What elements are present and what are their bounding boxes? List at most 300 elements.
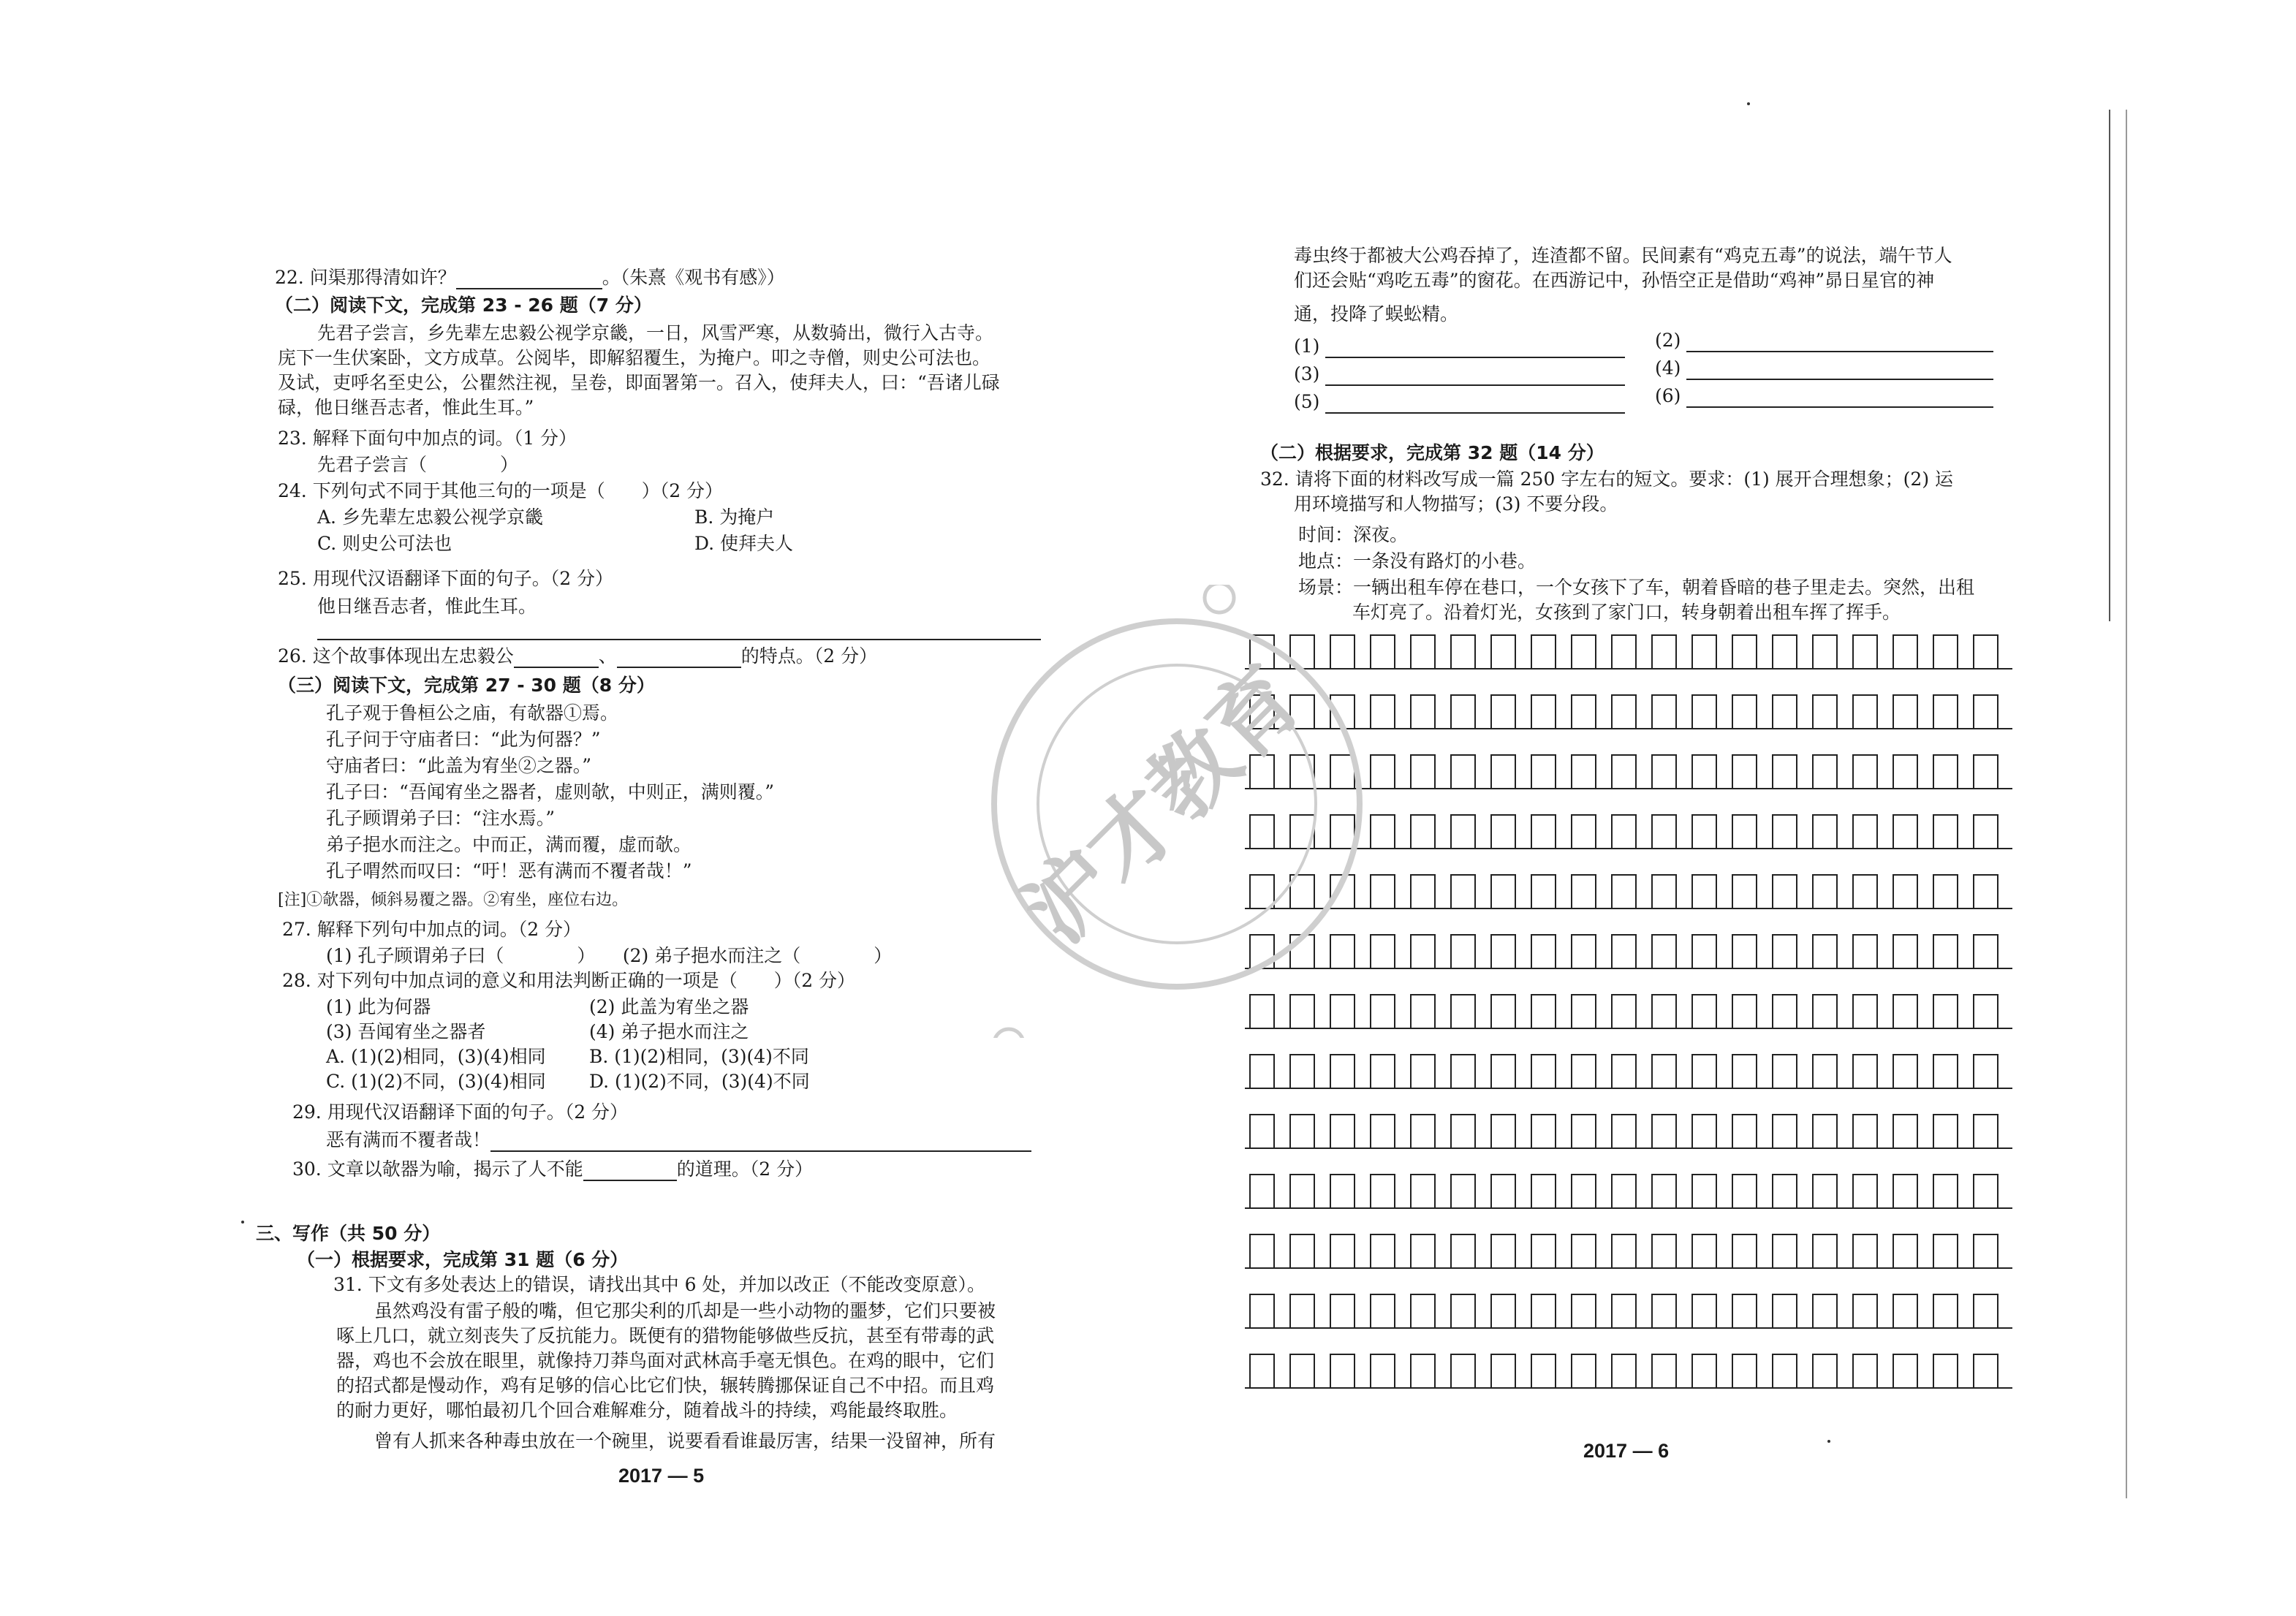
answer-2: (2) xyxy=(1655,329,1993,352)
grid-cell[interactable] xyxy=(1812,634,1838,669)
grid-cell[interactable] xyxy=(1893,1054,1918,1089)
grid-cell[interactable] xyxy=(1289,1114,1315,1149)
question-27-items: (1) 孔子顾谓弟子曰（ ） (2) 弟子挹水而注之（ ） xyxy=(326,945,893,966)
grid-cell[interactable] xyxy=(1370,1354,1395,1389)
grid-cell[interactable] xyxy=(1571,754,1596,789)
grid-cell[interactable] xyxy=(1812,694,1838,729)
grid-cell[interactable] xyxy=(1410,694,1436,729)
question-31: 31. 下文有多处表达上的错误，请找出其中 6 处，并加以改正（不能改变原意）。 xyxy=(333,1274,986,1295)
grid-cell[interactable] xyxy=(1490,1234,1516,1269)
grid-cell[interactable] xyxy=(1370,1294,1395,1329)
grid-cell[interactable] xyxy=(1772,1354,1797,1389)
grid-cell[interactable] xyxy=(1893,1234,1918,1269)
grid-cell[interactable] xyxy=(1772,1294,1797,1329)
grid-cell[interactable] xyxy=(1651,1354,1677,1389)
grid-cell[interactable] xyxy=(1893,934,1918,969)
grid-cell[interactable] xyxy=(1611,1114,1637,1149)
grid-row xyxy=(1245,1174,2012,1209)
grid-cell[interactable] xyxy=(1933,934,1958,969)
item-1: (1) 此为何器 xyxy=(326,996,431,1017)
question-32-cont: 用环境描写和人物描写；(3) 不要分段。 xyxy=(1294,493,1618,515)
grid-cell[interactable] xyxy=(1651,934,1677,969)
answer-line[interactable] xyxy=(1325,339,1625,358)
grid-cell[interactable] xyxy=(1691,1294,1717,1329)
grid-cell[interactable] xyxy=(1571,1294,1596,1329)
option-d: D. (1)(2)不同，(3)(4)不同 xyxy=(589,1071,810,1092)
option-d: D. 使拜夫人 xyxy=(694,533,794,554)
passage-line: 器，鸡也不会放在眼里，就像持刀莽鸟面对武林高手毫无惧色。在鸡的眼中，它们 xyxy=(336,1350,995,1371)
grid-cell[interactable] xyxy=(1973,1174,1998,1209)
grid-cell[interactable] xyxy=(1531,1354,1556,1389)
grid-cell[interactable] xyxy=(1772,694,1797,729)
grid-cell[interactable] xyxy=(1933,814,1958,849)
grid-cell[interactable] xyxy=(1933,1114,1958,1149)
grid-cell[interactable] xyxy=(1410,994,1436,1029)
grid-cell[interactable] xyxy=(1691,1354,1717,1389)
grid-cell[interactable] xyxy=(1410,814,1436,849)
grid-cell[interactable] xyxy=(1933,1354,1958,1389)
grid-cell[interactable] xyxy=(1571,994,1596,1029)
grid-cell[interactable] xyxy=(1531,994,1556,1029)
question-25-item: 他日继吾志者，惟此生耳。 xyxy=(317,596,537,617)
grid-cell[interactable] xyxy=(1571,1114,1596,1149)
passage-line: 孔子观于鲁桓公之庙，有欹器①焉。 xyxy=(326,702,619,724)
grid-cell[interactable] xyxy=(1973,1234,1998,1269)
grid-cell[interactable] xyxy=(1852,874,1878,909)
grid-cell[interactable] xyxy=(1732,634,1757,669)
grid-cell[interactable] xyxy=(1893,814,1918,849)
grid-cell[interactable] xyxy=(1249,1294,1275,1329)
grid-cell[interactable] xyxy=(1490,934,1516,969)
grid-cell[interactable] xyxy=(1933,1054,1958,1089)
grid-cell[interactable] xyxy=(1772,814,1797,849)
watermark-stamp xyxy=(943,585,1396,1038)
grid-cell[interactable] xyxy=(1772,994,1797,1029)
passage-line: 孔子曰：“吾闻宥坐之器者，虚则欹，中则正，满则覆。” xyxy=(326,781,775,803)
grid-cell[interactable] xyxy=(1933,1294,1958,1329)
grid-cell[interactable] xyxy=(1691,814,1717,849)
grid-cell[interactable] xyxy=(1973,694,1998,729)
grid-row xyxy=(1245,1114,2012,1149)
grid-cell[interactable] xyxy=(1490,634,1516,669)
grid-cell[interactable] xyxy=(1330,1294,1355,1329)
grid-cell[interactable] xyxy=(1973,634,1998,669)
question-22: 22. 问渠那得清如许？ 。（朱熹《观书有感》） xyxy=(275,267,785,288)
grid-cell[interactable] xyxy=(1249,1114,1275,1149)
grid-cell[interactable] xyxy=(1691,634,1717,669)
grid-cell[interactable] xyxy=(1812,994,1838,1029)
grid-cell[interactable] xyxy=(1933,694,1958,729)
grid-cell[interactable] xyxy=(1852,1294,1878,1329)
grid-cell[interactable] xyxy=(1531,1114,1556,1149)
option-a: A. 乡先辈左忠毅公视学京畿 xyxy=(317,507,543,528)
grid-cell[interactable] xyxy=(1812,1174,1838,1209)
grid-cell[interactable] xyxy=(1450,1054,1476,1089)
grid-cell[interactable] xyxy=(1732,1174,1757,1209)
grid-cell[interactable] xyxy=(1531,874,1556,909)
grid-cell[interactable] xyxy=(1691,694,1717,729)
grid-cell[interactable] xyxy=(1571,814,1596,849)
answer-line[interactable] xyxy=(1325,367,1625,386)
grid-cell[interactable] xyxy=(1571,1234,1596,1269)
grid-cell[interactable] xyxy=(1893,994,1918,1029)
answer-line[interactable] xyxy=(490,1133,1031,1152)
grid-cell[interactable] xyxy=(1732,994,1757,1029)
grid-cell[interactable] xyxy=(1289,1294,1315,1329)
grid-cell[interactable] xyxy=(1330,1174,1355,1209)
grid-cell[interactable] xyxy=(1691,1174,1717,1209)
grid-cell[interactable] xyxy=(1611,1294,1637,1329)
grid-cell[interactable] xyxy=(1611,1174,1637,1209)
grid-cell[interactable] xyxy=(1490,754,1516,789)
grid-row xyxy=(1245,1234,2012,1269)
grid-cell[interactable] xyxy=(1249,1234,1275,1269)
grid-cell[interactable] xyxy=(1852,694,1878,729)
grid-cell[interactable] xyxy=(1691,934,1717,969)
grid-cell[interactable] xyxy=(1812,934,1838,969)
grid-cell[interactable] xyxy=(1893,1294,1918,1329)
answer-5: (5) xyxy=(1294,390,1625,414)
material-scene: 场景：一辆出租车停在巷口，一个女孩下了车，朝着昏暗的巷子里走去。突然，出租 xyxy=(1298,577,1975,598)
grid-cell[interactable] xyxy=(1330,1054,1355,1089)
grid-cell[interactable] xyxy=(1933,994,1958,1029)
grid-cell[interactable] xyxy=(1772,1114,1797,1149)
grid-cell[interactable] xyxy=(1852,1174,1878,1209)
grid-cell[interactable] xyxy=(1611,874,1637,909)
grid-cell[interactable] xyxy=(1691,994,1717,1029)
grid-cell[interactable] xyxy=(1490,1174,1516,1209)
grid-cell[interactable] xyxy=(1370,1234,1395,1269)
answer-1: (1) xyxy=(1294,335,1625,358)
answer-blank[interactable] xyxy=(617,649,741,668)
grid-cell[interactable] xyxy=(1772,1054,1797,1089)
grid-cell[interactable] xyxy=(1852,634,1878,669)
grid-cell[interactable] xyxy=(1410,1294,1436,1329)
grid-cell[interactable] xyxy=(1691,1054,1717,1089)
option-a: A. (1)(2)相同，(3)(4)相同 xyxy=(326,1046,546,1067)
grid-baseline xyxy=(1245,1207,2012,1209)
grid-cell[interactable] xyxy=(1531,1294,1556,1329)
grid-cell[interactable] xyxy=(1973,814,1998,849)
item-3: (3) 吾闻宥坐之器者 xyxy=(326,1021,486,1042)
grid-cell[interactable] xyxy=(1450,1234,1476,1269)
grid-cell[interactable] xyxy=(1450,874,1476,909)
grid-cell[interactable] xyxy=(1812,754,1838,789)
grid-cell[interactable] xyxy=(1973,874,1998,909)
passage-line: 庑下一生伏案卧，文方成草。公阅毕，即解貂覆生，为掩户。叩之寺僧，则史公可法也。 xyxy=(278,347,991,368)
grid-cell[interactable] xyxy=(1531,754,1556,789)
grid-cell[interactable] xyxy=(1933,874,1958,909)
page-number: 2017 — 5 xyxy=(618,1465,705,1487)
grid-cell[interactable] xyxy=(1973,754,1998,789)
grid-cell[interactable] xyxy=(1772,874,1797,909)
grid-cell[interactable] xyxy=(1812,1354,1838,1389)
grid-cell[interactable] xyxy=(1732,1354,1757,1389)
option-c: C. 则史公可法也 xyxy=(317,533,452,554)
grid-cell[interactable] xyxy=(1651,1234,1677,1269)
grid-cell[interactable] xyxy=(1651,1054,1677,1089)
grid-cell[interactable] xyxy=(1289,1174,1315,1209)
grid-cell[interactable] xyxy=(1370,1054,1395,1089)
grid-cell[interactable] xyxy=(1450,754,1476,789)
grid-cell[interactable] xyxy=(1812,1114,1838,1149)
grid-cell[interactable] xyxy=(1933,634,1958,669)
grid-cell[interactable] xyxy=(1651,754,1677,789)
grid-cell[interactable] xyxy=(1531,1234,1556,1269)
grid-cell[interactable] xyxy=(1450,634,1476,669)
grid-cell[interactable] xyxy=(1450,1294,1476,1329)
grid-cell[interactable] xyxy=(1490,1054,1516,1089)
question-29-item: 恶有满而不覆者哉！ xyxy=(326,1128,1031,1152)
grid-cell[interactable] xyxy=(1651,874,1677,909)
grid-cell[interactable] xyxy=(1410,1234,1436,1269)
grid-row xyxy=(1245,1054,2012,1089)
grid-cell[interactable] xyxy=(1450,1114,1476,1149)
grid-cell[interactable] xyxy=(1691,754,1717,789)
grid-cell[interactable] xyxy=(1410,874,1436,909)
grid-cell[interactable] xyxy=(1893,754,1918,789)
grid-cell[interactable] xyxy=(1732,814,1757,849)
passage-line: 们还会贴“鸡吃五毒”的窗花。在西游记中，孙悟空正是借助“鸡神”昴日星官的神 xyxy=(1294,270,1935,291)
grid-cell[interactable] xyxy=(1973,994,1998,1029)
grid-cell[interactable] xyxy=(1812,1294,1838,1329)
grid-cell[interactable] xyxy=(1571,694,1596,729)
grid-baseline xyxy=(1245,1387,2012,1389)
grid-cell[interactable] xyxy=(1490,1354,1516,1389)
grid-cell[interactable] xyxy=(1571,634,1596,669)
grid-baseline xyxy=(1245,1147,2012,1149)
question-24: 24. 下列句式不同于其他三句的一项是（ ）（2 分） xyxy=(278,480,724,501)
grid-cell[interactable] xyxy=(1852,1114,1878,1149)
grid-cell[interactable] xyxy=(1691,1234,1717,1269)
grid-cell[interactable] xyxy=(1893,634,1918,669)
grid-cell[interactable] xyxy=(1651,694,1677,729)
grid-cell[interactable] xyxy=(1611,754,1637,789)
grid-cell[interactable] xyxy=(1893,1354,1918,1389)
question-29: 29. 用现代汉语翻译下面的句子。（2 分） xyxy=(292,1101,629,1123)
grid-cell[interactable] xyxy=(1852,1054,1878,1089)
grid-cell[interactable] xyxy=(1651,1174,1677,1209)
passage-line: 啄上几口，就立刻丧失了反抗能力。既便有的猎物能够做些反抗，甚至有带毒的武 xyxy=(336,1325,995,1346)
grid-cell[interactable] xyxy=(1410,634,1436,669)
grid-cell[interactable] xyxy=(1651,1114,1677,1149)
passage-line: 孔子问于守庙者曰：“此为何器？” xyxy=(326,729,601,750)
material-place: 地点：一条没有路灯的小巷。 xyxy=(1298,550,1537,572)
footnote: [注]①欹器，倾斜易覆之器。②宥坐，座位右边。 xyxy=(278,891,629,909)
grid-cell[interactable] xyxy=(1531,694,1556,729)
grid-baseline xyxy=(1245,1267,2012,1269)
material-time: 时间：深夜。 xyxy=(1298,524,1409,545)
grid-cell[interactable] xyxy=(1571,934,1596,969)
grid-cell[interactable] xyxy=(1611,814,1637,849)
grid-cell[interactable] xyxy=(1852,934,1878,969)
scan-speck xyxy=(1747,102,1750,105)
grid-cell[interactable] xyxy=(1330,1234,1355,1269)
grid-cell[interactable] xyxy=(1531,814,1556,849)
grid-cell[interactable] xyxy=(1330,1354,1355,1389)
passage-line: 及试，吏呼名至史公，公瞿然注视，呈卷，即面署第一。召入，使拜夫人，曰：“吾诸儿碌 xyxy=(278,372,1000,393)
grid-cell[interactable] xyxy=(1691,1114,1717,1149)
grid-cell[interactable] xyxy=(1852,814,1878,849)
grid-cell[interactable] xyxy=(1973,1054,1998,1089)
grid-cell[interactable] xyxy=(1249,1174,1275,1209)
question-25: 25. 用现代汉语翻译下面的句子。（2 分） xyxy=(278,568,614,589)
grid-cell[interactable] xyxy=(1450,1174,1476,1209)
answer-line[interactable] xyxy=(1325,395,1625,414)
question-23-item: 先君子尝言（ ） xyxy=(317,454,519,475)
grid-cell[interactable] xyxy=(1732,1294,1757,1329)
option-c: C. (1)(2)不同，(3)(4)相同 xyxy=(326,1071,546,1092)
passage-line: 孔子顾谓弟子曰：“注水焉。” xyxy=(326,808,556,829)
answer-line[interactable] xyxy=(1686,389,1993,408)
grid-cell[interactable] xyxy=(1772,634,1797,669)
option-b: B. 为掩户 xyxy=(694,507,775,528)
grid-baseline xyxy=(1245,1088,2012,1089)
answer-line[interactable] xyxy=(317,621,1041,640)
question-32: 32. 请将下面的材料改写成一篇 250 字左右的短文。要求：(1) 展开合理想象；(2) 运 xyxy=(1260,469,1954,490)
passage-line: 的招式都是慢动作，鸡有足够的信心比它们快，辗转腾挪保证自己不中招。而且鸡 xyxy=(336,1375,995,1396)
grid-cell[interactable] xyxy=(1772,754,1797,789)
grid-cell[interactable] xyxy=(1852,1234,1878,1269)
grid-cell[interactable] xyxy=(1410,934,1436,969)
grid-cell[interactable] xyxy=(1249,1054,1275,1089)
grid-cell[interactable] xyxy=(1691,874,1717,909)
answer-blank[interactable] xyxy=(583,1162,677,1181)
passage-line: 碌，他日继吾志者，惟此生耳。” xyxy=(278,397,534,418)
grid-cell[interactable] xyxy=(1973,1294,1998,1329)
grid-cell[interactable] xyxy=(1893,874,1918,909)
grid-cell[interactable] xyxy=(1933,754,1958,789)
grid-row xyxy=(1245,1294,2012,1329)
grid-cell[interactable] xyxy=(1732,754,1757,789)
grid-cell[interactable] xyxy=(1490,1114,1516,1149)
grid-cell[interactable] xyxy=(1410,1054,1436,1089)
grid-cell[interactable] xyxy=(1611,934,1637,969)
question-28: 28. 对下列句中加点词的意义和用法判断正确的一项是（ ）（2 分） xyxy=(282,970,856,991)
grid-cell[interactable] xyxy=(1812,1054,1838,1089)
material-scene-cont: 车灯亮了。沿着灯光，女孩到了家门口，转身朝着出租车挥了挥手。 xyxy=(1352,602,1901,623)
grid-cell[interactable] xyxy=(1772,1174,1797,1209)
grid-cell[interactable] xyxy=(1812,814,1838,849)
grid-cell[interactable] xyxy=(1732,1234,1757,1269)
grid-cell[interactable] xyxy=(1973,1354,1998,1389)
grid-cell[interactable] xyxy=(1531,634,1556,669)
grid-cell[interactable] xyxy=(1330,1114,1355,1149)
grid-cell[interactable] xyxy=(1289,1234,1315,1269)
grid-cell[interactable] xyxy=(1531,1054,1556,1089)
grid-cell[interactable] xyxy=(1651,634,1677,669)
grid-cell[interactable] xyxy=(1410,754,1436,789)
grid-cell[interactable] xyxy=(1852,994,1878,1029)
grid-cell[interactable] xyxy=(1289,1354,1315,1389)
grid-cell[interactable] xyxy=(1732,1054,1757,1089)
grid-cell[interactable] xyxy=(1933,1234,1958,1269)
grid-cell[interactable] xyxy=(1410,1174,1436,1209)
grid-cell[interactable] xyxy=(1410,1114,1436,1149)
section-2-title: （二）阅读下文，完成第 23 - 26 题（7 分） xyxy=(275,295,652,316)
passage-line: 通，投降了蜈蚣精。 xyxy=(1294,303,1459,325)
grid-cell[interactable] xyxy=(1490,994,1516,1029)
writing-1-title: （一）根据要求，完成第 31 题（6 分） xyxy=(297,1249,629,1270)
page-number: 2017 — 6 xyxy=(1583,1440,1670,1462)
grid-cell[interactable] xyxy=(1531,934,1556,969)
question-23: 23. 解释下面句中加点的词。（1 分） xyxy=(278,428,577,449)
grid-cell[interactable] xyxy=(1289,1054,1315,1089)
grid-cell[interactable] xyxy=(1249,1354,1275,1389)
grid-cell[interactable] xyxy=(1490,1294,1516,1329)
grid-cell[interactable] xyxy=(1450,994,1476,1029)
answer-blank[interactable] xyxy=(514,649,599,668)
passage-line: 守庙者曰：“此盖为宥坐②之器。” xyxy=(326,755,592,776)
grid-cell[interactable] xyxy=(1732,934,1757,969)
answer-line[interactable] xyxy=(1686,333,1993,352)
grid-cell[interactable] xyxy=(1571,1354,1596,1389)
grid-cell[interactable] xyxy=(1490,694,1516,729)
grid-cell[interactable] xyxy=(1933,1174,1958,1209)
grid-cell[interactable] xyxy=(1772,1234,1797,1269)
grid-cell[interactable] xyxy=(1812,874,1838,909)
grid-cell[interactable] xyxy=(1611,1354,1637,1389)
writing-title: 三、写作（共 50 分） xyxy=(256,1223,441,1244)
passage-line: 孔子喟然而叹曰：“吁！恶有满而不覆者哉！” xyxy=(326,860,692,881)
grid-cell[interactable] xyxy=(1571,874,1596,909)
scan-speck xyxy=(241,1221,244,1224)
grid-cell[interactable] xyxy=(1571,1054,1596,1089)
grid-cell[interactable] xyxy=(1651,814,1677,849)
grid-cell[interactable] xyxy=(1651,1294,1677,1329)
grid-cell[interactable] xyxy=(1611,1054,1637,1089)
grid-cell[interactable] xyxy=(1973,934,1998,969)
answer-blank[interactable] xyxy=(456,270,602,289)
question-26: 26. 这个故事体现出左忠毅公 、 的特点。（2 分） xyxy=(278,645,878,667)
grid-cell[interactable] xyxy=(1973,1114,1998,1149)
grid-cell[interactable] xyxy=(1450,934,1476,969)
grid-cell[interactable] xyxy=(1772,934,1797,969)
grid-cell[interactable] xyxy=(1893,1174,1918,1209)
grid-cell[interactable] xyxy=(1490,874,1516,909)
grid-cell[interactable] xyxy=(1732,694,1757,729)
passage-line: 毒虫终于都被大公鸡吞掉了，连渣都不留。民间素有“鸡克五毒”的说法，端午节人 xyxy=(1294,245,1952,266)
grid-cell[interactable] xyxy=(1611,634,1637,669)
question-27: 27. 解释下列句中加点的词。（2 分） xyxy=(282,919,582,940)
grid-row xyxy=(1245,1354,2012,1389)
answer-line[interactable] xyxy=(1686,361,1993,380)
writing-2-title: （二）根据要求，完成第 32 题（14 分） xyxy=(1260,442,1604,463)
grid-cell[interactable] xyxy=(1450,1354,1476,1389)
grid-cell[interactable] xyxy=(1852,754,1878,789)
grid-cell[interactable] xyxy=(1571,1174,1596,1209)
grid-cell[interactable] xyxy=(1531,1174,1556,1209)
passage-line: 先君子尝言，乡先辈左忠毅公视学京畿，一日，风雪严寒，从数骑出，微行入古寺。 xyxy=(317,322,994,344)
grid-cell[interactable] xyxy=(1651,994,1677,1029)
grid-cell[interactable] xyxy=(1370,1114,1395,1149)
grid-cell[interactable] xyxy=(1611,1234,1637,1269)
grid-cell[interactable] xyxy=(1812,1234,1838,1269)
grid-cell[interactable] xyxy=(1732,1114,1757,1149)
grid-cell[interactable] xyxy=(1611,694,1637,729)
grid-cell[interactable] xyxy=(1490,814,1516,849)
grid-cell[interactable] xyxy=(1611,994,1637,1029)
grid-cell[interactable] xyxy=(1410,1354,1436,1389)
grid-cell[interactable] xyxy=(1370,1174,1395,1209)
grid-cell[interactable] xyxy=(1732,874,1757,909)
grid-cell[interactable] xyxy=(1450,814,1476,849)
grid-cell[interactable] xyxy=(1893,694,1918,729)
grid-cell[interactable] xyxy=(1450,694,1476,729)
answer-6: (6) xyxy=(1655,384,1993,408)
grid-cell[interactable] xyxy=(1893,1114,1918,1149)
grid-cell[interactable] xyxy=(1852,1354,1878,1389)
